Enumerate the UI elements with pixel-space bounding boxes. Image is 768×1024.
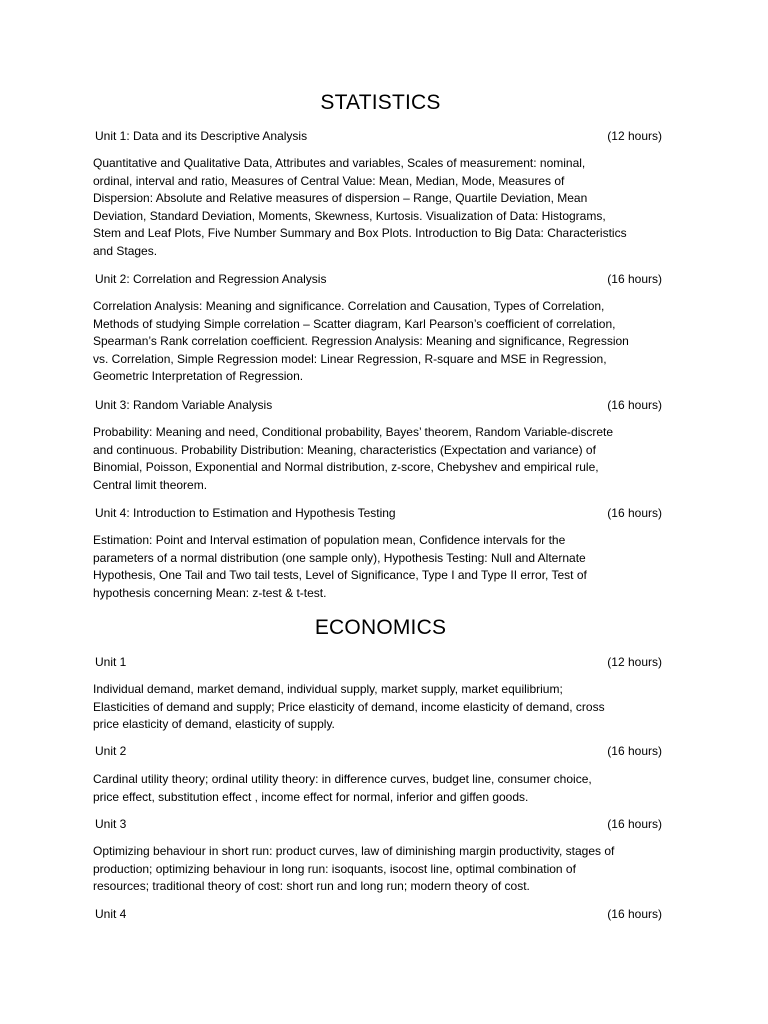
- unit-description: [93, 681, 605, 734]
- unit-title: Unit 4: Introduction to Estimation and Hypothesis Testing: [95, 506, 396, 520]
- description-line: price elasticity of demand, elasticity of supply.: [93, 717, 335, 732]
- description-line: parameters of a normal distribution (one sample only), Hypothesis Testing: Null and Alternate: [93, 550, 586, 565]
- unit-title: Unit 3: Random Variable Analysis: [95, 398, 273, 412]
- unit-heading: [93, 504, 668, 522]
- description-line: Individual demand, market demand, individual supply, market supply, market equilibrium;: [93, 682, 563, 696]
- description-line: resources; traditional theory of cost: short run and long run; modern theory of cost.: [93, 879, 530, 894]
- description-line: Central limit theorem.: [93, 477, 208, 492]
- unit-hours: (16 hours): [607, 744, 662, 758]
- description-line: Methods of studying Simple correlation – Scatter diagram, Karl Pearson’s coefficient of correlation,: [93, 316, 616, 331]
- unit-heading: [93, 127, 668, 145]
- description-line: price effect, substitution effect , income effect for normal, inferior and giffen goods.: [93, 789, 529, 804]
- description-line: Spearman’s Rank correlation coefficient. Regression Analysis: Meaning and significance, Regression: [93, 334, 629, 349]
- description-line: Stem and Leaf Plots, Five Number Summary and Box Plots. Introduction to Big Data: Characteristics: [93, 226, 627, 241]
- unit-description: [93, 155, 627, 261]
- unit-heading: [93, 815, 668, 833]
- unit-description: [93, 771, 592, 806]
- section-title: ECONOMICS: [314, 616, 447, 639]
- unit-description: [93, 424, 613, 494]
- description-line: vs. Correlation, Simple Regression model: Linear Regression, R-square and MSE in Regression,: [93, 351, 607, 366]
- unit-hours: (12 hours): [607, 655, 662, 669]
- description-line: Elasticities of demand and supply; Price elasticity of demand, income elasticity of demand, cross: [93, 699, 605, 714]
- description-line: and continuous. Probability Distribution: Meaning, characteristics (Expectation and variance) of: [93, 442, 596, 457]
- description-line: Probability: Meaning and need, Conditional probability, Bayes’ theorem, Random Variable-discrete: [93, 425, 614, 439]
- description-line: ordinal, interval and ratio, Measures of Central Value: Mean, Median, Mode, Measures of: [93, 173, 565, 188]
- unit-hours: (16 hours): [607, 907, 662, 921]
- unit-title: Unit 2: [95, 744, 127, 758]
- unit-heading: [93, 905, 668, 923]
- description-line: Quantitative and Qualitative Data, Attributes and variables, Scales of measurement: nominal,: [93, 156, 586, 170]
- description-line: Hypothesis, One Tail and Two tail tests, Level of Significance, Type I and Type II error, Test of: [93, 568, 587, 583]
- unit-title: Unit 1: Data and its Descriptive Analysis: [95, 129, 308, 143]
- unit-title: Unit 3: [95, 817, 127, 831]
- description-line: Optimizing behaviour in short run: product curves, law of diminishing margin productivity, stages of: [93, 844, 615, 858]
- unit-title: Unit 2: Correlation and Regression Analysis: [95, 272, 327, 286]
- unit-heading: [93, 396, 668, 414]
- description-line: Correlation Analysis: Meaning and significance. Correlation and Causation, Types of Correlation,: [93, 299, 605, 313]
- unit-hours: (16 hours): [607, 817, 662, 831]
- description-line: Geometric Interpretation of Regression.: [93, 369, 304, 384]
- description-line: Binomial, Poisson, Exponential and Normal distribution, z-score, Chebyshev and empirical rule,: [93, 460, 599, 475]
- unit-hours: (16 hours): [607, 272, 662, 286]
- description-line: Cardinal utility theory; ordinal utility theory: in difference curves, budget line, consumer choice,: [93, 772, 592, 786]
- description-line: Estimation: Point and Interval estimation of population mean, Confidence intervals for the: [93, 533, 566, 547]
- unit-hours: (16 hours): [607, 506, 662, 520]
- unit-heading: [93, 270, 668, 288]
- description-line: Deviation, Standard Deviation, Moments, Skewness, Kurtosis. Visualization of Data: Histograms,: [93, 208, 606, 223]
- description-line: Dispersion: Absolute and Relative measures of dispersion – Range, Quartile Deviation, Mean: [93, 191, 588, 206]
- description-line: and Stages.: [93, 243, 158, 258]
- description-line: hypothesis concerning Mean: z-test & t-test.: [93, 585, 327, 600]
- unit-description: [93, 532, 587, 602]
- unit-description: [93, 298, 629, 386]
- unit-title: Unit 1: [95, 655, 127, 669]
- unit-title: Unit 4: [95, 907, 127, 921]
- description-line: production; optimizing behaviour in long run: isoquants, isocost line, optimal combination of: [93, 861, 576, 876]
- unit-heading: [93, 653, 668, 671]
- unit-description: [93, 843, 614, 896]
- section-title: STATISTICS: [320, 91, 441, 114]
- unit-hours: (12 hours): [607, 129, 662, 143]
- unit-heading: [93, 742, 668, 760]
- unit-hours: (16 hours): [607, 398, 662, 412]
